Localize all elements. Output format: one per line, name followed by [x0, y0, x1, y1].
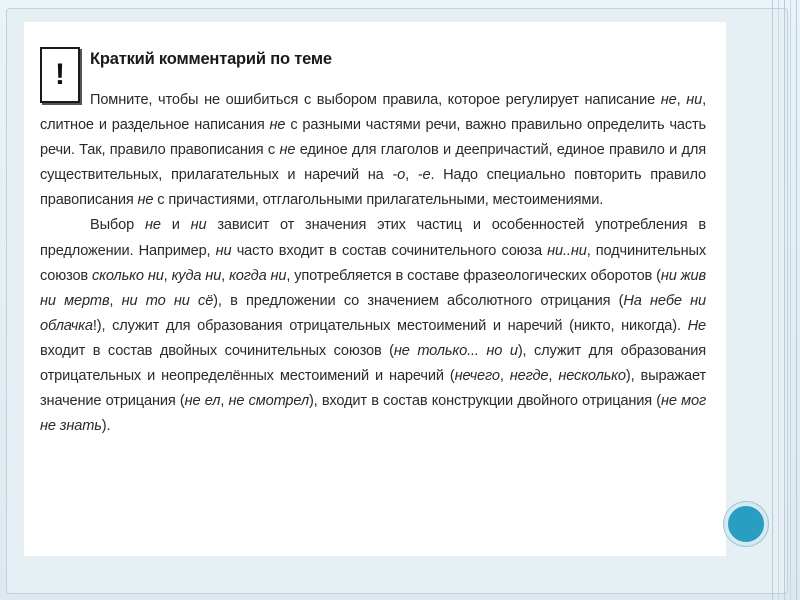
text-run: , подчинительных союзов [40, 242, 706, 284]
text-run: , [163, 267, 172, 284]
text-run: Выбор [90, 217, 145, 234]
text-run: , [499, 368, 510, 385]
text-run: ), в предложении со значением абсолютного отрицания ( [213, 292, 624, 309]
italic-term: Не [687, 317, 706, 334]
italic-term: негде [509, 368, 549, 385]
italic-term: ни то ни сё [121, 292, 214, 309]
slide-nav-circle-button[interactable] [724, 502, 768, 546]
italic-term: когда ни [229, 267, 287, 284]
text-run: ), выражает значение отрицания ( [40, 368, 707, 410]
exclamation-callout-icon: ! [40, 47, 80, 103]
decor-stripe [796, 0, 797, 600]
decor-stripe [784, 0, 785, 600]
italic-term: несколько [558, 368, 626, 385]
italic-term: не только... но и [393, 342, 518, 359]
text-run: единое для глаголов и деепричастий, единое правило и для существительных, прилагательных и наречий на [40, 142, 706, 184]
italic-term: не [137, 192, 154, 209]
decor-stripe [778, 0, 779, 600]
italic-term: не [279, 142, 296, 159]
text-run: . Надо специально повторить правило правописания [40, 167, 706, 209]
italic-term: ни [686, 92, 703, 108]
italic-term: не [144, 217, 161, 234]
text-run: Помните, чтобы не ошибиться с выбором правила, которое регулирует написание [90, 92, 661, 108]
italic-term: не ел [184, 393, 221, 410]
italic-term: ни..ни [547, 242, 587, 259]
italic-term: -е [417, 167, 431, 184]
comment-text [40, 88, 706, 439]
text-run: с причастиями, отглагольными прилагательными, местоимениями. [153, 192, 604, 209]
italic-term: не [660, 92, 677, 108]
italic-term: не смотрел [228, 393, 309, 410]
text-run: , слитное и раздельное написания [40, 92, 706, 134]
text-run: ), служит для образования отрицательных и неопределённых местоимений и наречий ( [40, 342, 707, 385]
text-run: , [548, 368, 559, 385]
decor-stripe [790, 0, 791, 600]
text-run: , [220, 393, 229, 410]
page-title: Краткий комментарий по теме [90, 50, 332, 68]
italic-term: куда ни [171, 267, 222, 284]
italic-term: не мог не знать [40, 393, 706, 435]
text-run: ). [101, 418, 111, 435]
italic-term: сколько ни [92, 267, 164, 284]
decor-stripe [772, 0, 773, 600]
italic-term: На небе ни облачка [40, 292, 707, 334]
paragraph [40, 213, 706, 439]
text-run: , [109, 292, 122, 309]
text-run: часто входит в состав сочинительного союза [231, 242, 548, 259]
italic-term: -о [392, 167, 406, 184]
text-run: и [160, 217, 191, 234]
text-run: , [676, 92, 687, 108]
text-run: , употребляется в составе фразеологических оборотов ( [286, 267, 661, 284]
text-run: ), входит в состав конструкции двойного отрицания ( [308, 393, 662, 410]
text-run: , [221, 267, 230, 284]
text-run: входит в состав двойных сочинительных союзов ( [40, 342, 394, 359]
italic-term: не [269, 117, 286, 134]
italic-term: нечего [454, 368, 500, 385]
text-run: с разными частями речи, важно правильно определить часть речи. Так, правило правописания с [40, 117, 706, 159]
italic-term: ни [215, 242, 232, 259]
paragraph [40, 88, 706, 213]
italic-term: ни жив ни мертв [40, 267, 706, 309]
text-run: зависит от значения этих частиц и особенностей употребления в предложении. Например, [40, 217, 706, 259]
text-run: , [405, 167, 418, 184]
text-run: !), служит для образования отрицательных местоимений и наречий (никто, никогда). [92, 317, 688, 334]
italic-term: ни [190, 217, 207, 234]
